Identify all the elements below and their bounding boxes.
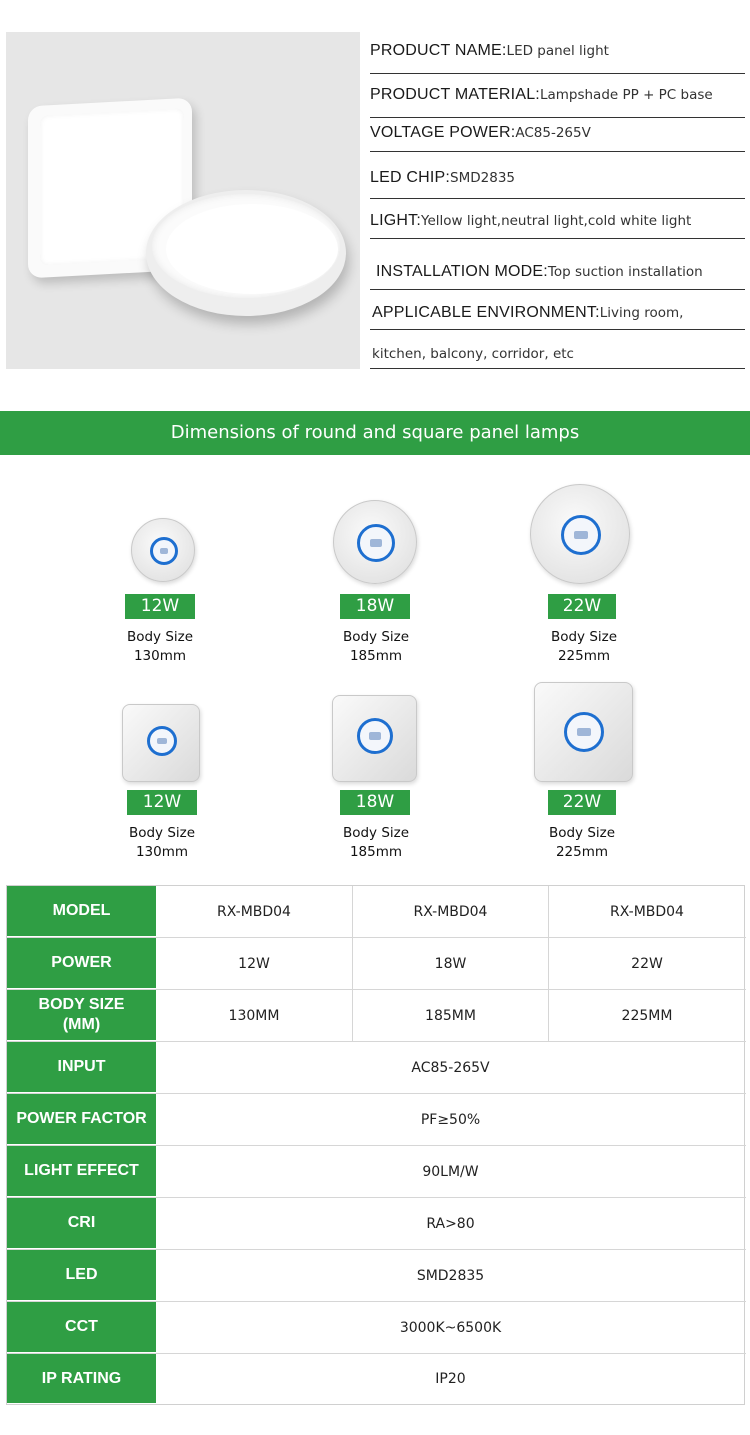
table-cell: 130MM (156, 990, 353, 1041)
round-12w-badge: 12W (125, 594, 195, 619)
table-row-light-effect (7, 1146, 746, 1198)
square-18w-badge: 18W (340, 790, 410, 815)
spec-light: LIGHT:Yellow light,neutral light,cold white light (370, 212, 745, 239)
round-lamp-22w-image (530, 484, 630, 584)
table-key: LED (7, 1250, 156, 1301)
table-cell: SMD2835 (416, 1267, 485, 1284)
table-key: IP RATING (7, 1354, 156, 1404)
table-row-cct (7, 1302, 746, 1354)
square-lamp-22w-image (534, 682, 633, 782)
spec-led-chip: LED CHIP:SMD2835 (370, 169, 745, 199)
table-cell: 90LM/W (422, 1163, 479, 1180)
table-row-body-size (7, 990, 746, 1042)
table-key: POWER (7, 938, 156, 989)
table-key: MODEL (7, 886, 156, 937)
table-row-model (7, 886, 746, 938)
square-lamp-12w-image (122, 704, 200, 782)
round-18w-badge: 18W (340, 594, 410, 619)
square-22w-body-size: Body Size 225mm (548, 825, 616, 860)
table-cell: RX-MBD04 (353, 886, 549, 937)
round-18w-body-size: Body Size 185mm (342, 629, 410, 664)
table-cell: RX-MBD04 (610, 903, 684, 920)
table-cell: AC85-265V (411, 1059, 490, 1076)
square-18w-body-size: Body Size 185mm (342, 825, 410, 860)
table-cell: 18W (353, 938, 549, 989)
spec-environment-continued: kitchen, balcony, corridor, etc (370, 345, 745, 369)
table-key: CRI (7, 1198, 156, 1249)
square-lamp-18w-image (332, 695, 417, 782)
table-row-ip-rating (7, 1354, 746, 1404)
square-12w-badge: 12W (127, 790, 197, 815)
spec-applicable-environment: APPLICABLE ENVIRONMENT:Living room, (370, 304, 745, 330)
table-cell: 3000K~6500K (399, 1319, 502, 1336)
table-row-power-factor (7, 1094, 746, 1146)
round-12w-body-size: Body Size 130mm (126, 629, 194, 664)
table-cell: 12W (156, 938, 353, 989)
square-12w-body-size: Body Size 130mm (128, 825, 196, 860)
spec-voltage-power: VOLTAGE POWER:AC85-265V (370, 124, 745, 152)
table-key: CCT (7, 1302, 156, 1353)
round-22w-body-size: Body Size 225mm (550, 629, 618, 664)
table-key: INPUT (7, 1042, 156, 1093)
table-cell: PF≥50% (420, 1111, 481, 1128)
table-key: POWER FACTOR (7, 1094, 156, 1145)
table-cell: RX-MBD04 (156, 886, 353, 937)
table-row-led (7, 1250, 746, 1302)
spec-table (6, 885, 745, 1405)
table-cell: 185MM (353, 990, 549, 1041)
table-row-power (7, 938, 746, 990)
table-key: BODY SIZE (MM) (7, 990, 156, 1041)
table-cell: 22W (631, 955, 663, 972)
round-lamp-12w-image (131, 518, 195, 582)
table-row-cri (7, 1198, 746, 1250)
dimensions-banner: Dimensions of round and square panel lamps (0, 411, 750, 455)
table-key: LIGHT EFFECT (7, 1146, 156, 1197)
spec-installation-mode: INSTALLATION MODE:Top suction installation (370, 263, 745, 290)
product-photo (6, 32, 360, 369)
round-22w-badge: 22W (548, 594, 616, 619)
spec-product-name: PRODUCT NAME:LED panel light (370, 42, 745, 74)
table-row-input (7, 1042, 746, 1094)
round-lamp-18w-image (333, 500, 417, 584)
table-cell: IP20 (435, 1371, 466, 1387)
table-cell: RA>80 (426, 1215, 475, 1232)
square-22w-badge: 22W (548, 790, 616, 815)
round-panel-lamp-image (146, 190, 346, 316)
spec-product-material: PRODUCT MATERIAL:Lampshade PP + PC base (370, 86, 745, 118)
table-cell: 225MM (621, 1007, 673, 1024)
